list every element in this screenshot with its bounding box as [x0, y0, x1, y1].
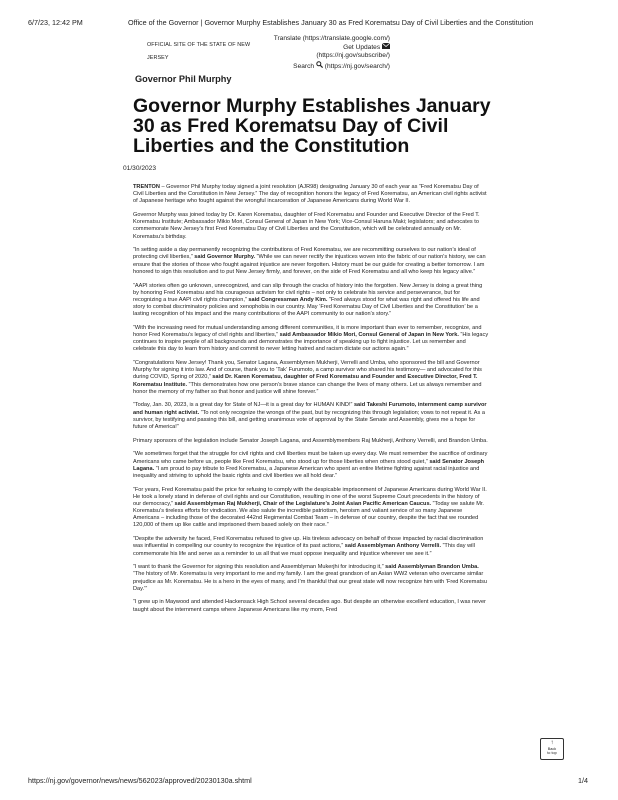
- official-site-line2: JERSEY: [147, 55, 169, 61]
- paragraph-4: [133, 283, 489, 319]
- p5-attribution: said Ambassador Mikio Mori, Consul General of Japan in New York.: [278, 332, 459, 339]
- p3-quote: “In setting aside a day permanently recognizing the contributions of Fred Korematsu, we are recommitting ourselves to our nation’s ideal of protecting civil liberties,”: [133, 247, 476, 261]
- paragraph-8: Primary sponsors of the legislation include Senator Joseph Lagana, and Assemblymembers Raj Mukherji, Anthony Verrelli, and Brandon Umba.: [133, 437, 488, 444]
- paragraph-13: “I grew up in Maywood and attended Hackensack High School several decades ago. But despite an otherwise excellent education, I was never taught about the internment camps where Japanese Americans like my mom, Fred: [133, 599, 486, 613]
- official-site-line1: OFFICIAL SITE OF THE STATE OF NEW: [147, 42, 251, 48]
- p9-rest: “I am proud to pay tribute to Fred Korematsu, a Japanese American who spent an entire lifetime fighting against racial injustice and inequality and striving to uphold the basic rights and civil liberties we all hold dear.”: [133, 465, 480, 479]
- article-title: Governor Murphy Establishes January 30 as Fred Korematsu Day of Civil Liberties and the Constitution: [133, 95, 491, 157]
- p11-quote: “Despite the adversity he faced, Fred Korematsu refused to give up. His tireless advocacy on behalf of those impacted by racial discrimination was influential in compelling our country to recognize the injustice of its past actions,”: [133, 536, 484, 550]
- p10-quote: “For years, Fred Korematsu paid the price for refusing to comply with the despicable imprisonment of Japanese Americans during World War II. He took a lonely stand in defense of civil rights and our Constitution, resulting in one of the worst Supreme Court precedents in the history of our democracy,”: [133, 486, 487, 507]
- paragraph-9: [133, 451, 489, 480]
- brand-title[interactable]: Governor Phil Murphy: [135, 74, 232, 84]
- publish-date: 01/30/2023: [123, 165, 157, 172]
- p9-attribution: said Senator Joseph Lagana.: [133, 458, 485, 472]
- dateline: TRENTON: [133, 184, 160, 190]
- p3-attribution: said Governor Murphy.: [192, 254, 256, 261]
- magnifier-icon: [316, 61, 323, 71]
- paragraph-12: [133, 564, 489, 593]
- paragraph-10: [133, 487, 489, 530]
- p12-quote: “I want to thank the Governor for signing this resolution and Assemblyman Mukerjhi for introducing it,”: [133, 564, 384, 571]
- p6-attribution: said Dr. Karen Korematsu, daughter of Fred Korematsu and Founder and Executive Director, Fred T. Korematsu Institute.: [133, 374, 478, 388]
- p11-rest: “This day will commemorate his life and serve as a reminder to us all that we must oppose inequality and injustice wherever we see it.”: [133, 543, 475, 557]
- print-footer-url: https://nj.gov/governor/news/news/562023/approved/20230130a.shtml: [28, 776, 252, 785]
- get-updates-label: Get Updates: [343, 44, 381, 52]
- print-footer-page: 1/4: [578, 776, 588, 785]
- paragraph-11: [133, 536, 489, 557]
- article-body: [133, 184, 489, 620]
- p5-quote: “With the increasing need for mutual understanding among different communities, it is more important than ever to remember, recognize, and honor Fred Korematsu’s legacy of civil rights and liberties,”: [133, 324, 482, 339]
- get-updates-link[interactable]: [274, 43, 390, 52]
- print-datetime: 6/7/23, 12:42 PM: [28, 18, 83, 27]
- get-updates-url: (https://nj.gov/subscribe/): [316, 52, 390, 60]
- official-site-label: [147, 39, 277, 65]
- paragraph-3: [133, 247, 489, 276]
- search-url: (https://nj.gov/search/): [324, 62, 390, 70]
- p12-rest: “The history of Mr. Korematsu is very important to me and my family. I am the great grandson of an Asian WW2 veteran who overcame similar prejudice as Mr. Korematsu. He is a hero in the eyes of many, and I’m thankful that our great state will now recognize him with ‘Fred Korematsu Day.’”: [133, 571, 488, 592]
- p9-quote: “We sometimes forget that the struggle for civil rights and civil liberties must be taken up every day. We must remember the sacrifice of ordinary Americans who came before us, people like Fred Korematsu, who stood up for those liberties when others stood quiet,”: [133, 451, 488, 465]
- p7-attribution: said Takeshi Furumoto, internment camp survivor and human right activist.: [133, 402, 487, 416]
- p3-rest: “While we can never rectify the injustices woven into the fabric of our nation’s history, we can ensure that the stories of those who fought against injustice are never forgotten. History must be our guide for creating a better tomorrow. I am honored to sign this resolution and to put New Jersey firmly, and forever, on the side of Fred Korematsu and all who keep his legacy alive.”: [133, 254, 486, 275]
- p6-rest: “This demonstrates how one person’s brave stance can change the lives of many others. Let us always remember and honor the memory of my father so that honor and justice will shine forever.”: [133, 381, 482, 395]
- p7-quote: “Today, Jan. 30, 2023, is a great day for State of NJ—it is a great day for HUMAN KIND!”: [133, 402, 353, 409]
- p5-rest: “His legacy continues to inspire people of all backgrounds and demonstrates the importance of speaking up to fight injustice. Let us remember and celebrate this day to learn from history and commit to never letting hatred and racism dictate our actions again.”: [133, 332, 489, 353]
- envelope-icon: [382, 43, 390, 52]
- arrow-up-icon: ↑: [550, 740, 554, 746]
- p1-text: – Governor Phil Murphy today signed a joint resolution (AJR98) designating January 30 of each year as “Fred Korematsu Day of Civil Liberties and the Constitution in New Jersey.” The day of recognition honors the legacy of Fred Korematsu, an American civil rights activist of Japanese heritage who fought against the wrongful incarceration of Japanese Americans during World War II.: [133, 184, 487, 205]
- p4-quote: “AAPI stories often go unknown, unrecognized, and can slip through the cracks of history into the forgotten. New Jersey is doing a great thing by honoring Fred Korematsu and his courageous activism for civil rights – not only to celebrate his service and perseverance, but for recognizing a true AAPI civil rights champion,”: [133, 282, 483, 303]
- back-to-top-button[interactable]: [540, 738, 564, 760]
- p10-rest: “Today we salute Mr. Korematsu’s tireless efforts for vindication. We also salute the incredible patriotism, heroism and valiant service of so many Japanese Americans – including those of the decorated 442nd Regimental Combat Team – in defense of our country, despite the fact that we rounded 120,000 of them up like cattle and imprisoned them based solely on their race.”: [133, 500, 484, 529]
- back-to-top-line2: to top: [547, 751, 557, 755]
- p11-attribution: said Assemblyman Anthony Verrelli.: [343, 543, 442, 550]
- paragraph-1: [133, 184, 489, 205]
- search-label: Search: [293, 62, 315, 70]
- paragraph-6: [133, 360, 489, 396]
- p10-attribution: said Assemblyman Raj Mukherji, Chair of the Legislature’s Joint Asian Pacific American Caucus.: [173, 500, 432, 507]
- p4-attribution: said Congressman Andy Kim.: [246, 296, 328, 303]
- translate-link[interactable]: Translate (https://translate.google.com/): [273, 35, 390, 42]
- paragraph-5: [133, 325, 489, 354]
- p6-quote: “Congratulations New Jersey! Thank you, Senator Lagana, Assemblymen Mukherji, Verrelli and Umba, who sponsored the bill and Governor Murphy for signing it into law. And of course, thank you to ‘Tak’ Furumoto, a camp survivor who shared his testimony— and advocated for this during COVID, Spring of 2020,”: [133, 360, 482, 381]
- print-title: Office of the Governor | Governor Murphy Establishes January 30 as Fred Korematsu Day of Civil Liberties and the Constitution: [128, 18, 534, 27]
- p4-rest: “Fred always stood for what was right and offered his life and story to combat discriminatory policies and xenophobia in our country. May ‘Fred Korematsu Day of Civil Liberties and the Constitution’ be a lasting recognition of his impact and the many contributions of the AAPI community to our nation’s story.”: [133, 296, 480, 318]
- p12-attribution: said Assemblyman Brandon Umba.: [383, 564, 479, 571]
- paragraph-2: Governor Murphy was joined today by Dr. Karen Korematsu, daughter of Fred Korematsu and Founder and Executive Director of the Fred T. Korematsu Institute; Ambassador Mikio Mori, Consul General of Japan in New York; Vice-Consul Haruna Maki; legislators; and advocates to commemorate New Jersey’s first Fred Korematsu Day of Civil Liberties and the Constitution, which will be celebrated annually on Mr. Korematsu’s birthday.: [133, 212, 480, 240]
- p7-rest: “To not only recognize the wrongs of the past, but by recognizing this through legislation; vows to not repeat it. As a survivor, by testifying and passing this bill, and getting unanimous vote of approval by the State Senate and Assembly, gives me a hope for future of America!”: [133, 409, 485, 430]
- back-to-top-line1: Back: [547, 747, 557, 751]
- utility-links: [274, 35, 390, 71]
- paragraph-7: [133, 402, 489, 431]
- search-link[interactable]: [274, 61, 390, 71]
